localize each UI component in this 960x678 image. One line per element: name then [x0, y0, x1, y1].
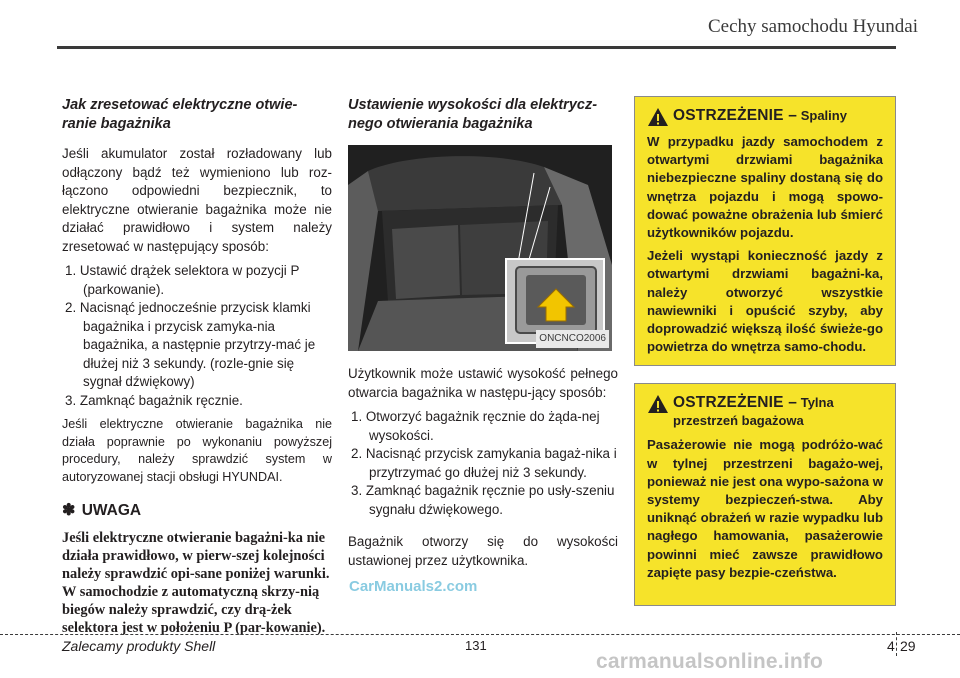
warning-box-exhaust	[634, 96, 896, 366]
footer-sheet-number: 131	[465, 638, 487, 653]
footer-slogan: Zalecamy produkty Shell	[62, 638, 216, 654]
height-step-1: 1. Otworzyć bagażnik ręcznie do żąda-nej wysokości.	[351, 409, 600, 443]
reset-section-title: Jak zresetować elektryczne otwie- ranie bagażnika	[62, 97, 298, 132]
image-code: ONCNCO2006	[536, 330, 609, 349]
height-section-title: Ustawienie wysokości dla elektrycz- nego otwierania bagażnika	[348, 97, 598, 132]
note-star-icon: ✽	[62, 502, 76, 519]
warning-box-cargo	[634, 383, 896, 606]
reset-step-2: 2. Nacisnąć jednocześnie przycisk klamki bagażnika i przycisk zamyka-nia bagażnika, a następnie przytrzy-mać je dłużej niż 3 sekundy. (rozle-gnie się sygnał dźwiękowy)	[65, 300, 316, 389]
note-paragraph-2: W samochodzie z automatyczną skrzy-nią biegów należy sprawdzić, czy drą-żek selektora jest w położeniu P (par-kowanie).	[62, 583, 326, 636]
reset-outro: Jeśli elektryczne otwieranie bagażnika nie działa poprawnie po wykonaniu powyższej procedury, należy sprawdzić system w autoryzowanej stacji obsługi HYUNDAI.	[62, 417, 332, 484]
note-paragraph-1: Jeśli elektryczne otwieranie bagażni-ka nie działa prawidłowo, w pierw-szej kolejności należy sprawdzić opi-sane poniżej warunki.	[62, 529, 330, 582]
warning-title-exhaust	[647, 107, 883, 127]
warning-triangle-icon	[647, 394, 669, 414]
note-title: UWAGA	[81, 502, 142, 519]
header-title: Cechy samochodu Hyundai	[707, 16, 918, 37]
watermark-site[interactable]: carmanualsonline.info	[596, 650, 824, 673]
tailgate-photo	[348, 145, 612, 351]
left-column	[62, 96, 332, 637]
middle-column	[348, 96, 618, 576]
warning-subtitle: Tylna przestrzeń bagażowa	[673, 395, 834, 429]
reset-step-1: 1. Ustawić drążek selektora w pozycji P (parkowanie).	[65, 263, 300, 297]
height-steps	[348, 408, 618, 519]
height-step-2: 2. Nacisnąć przycisk zamykania bagaż-nika i przytrzymać go dłużej niż 3 sekundy.	[351, 446, 617, 480]
height-outro: Bagażnik otworzy się do wysokości ustawionej przez użytkownika.	[348, 534, 618, 568]
reset-step-3: 3. Zamknąć bagażnik ręcznie.	[65, 392, 243, 408]
header-rule	[57, 46, 896, 49]
warning-exhaust-p1: W przypadku jazdy samochodem z otwartymi drzwiami bagażnika niebezpieczne spaliny dostaną się do wnętrza pojazdu i mogą spowo-dować poważne obrażenia lub śmierć użytkowników pojazdu.	[647, 134, 883, 241]
warning-subtitle: Spaliny	[800, 108, 847, 123]
footer-divider	[896, 632, 897, 656]
reset-intro: Jeśli akumulator został rozładowany lub odłączony bądź też wymieniono lub roz-łączono odpowiedni bezpiecznik, to elektryczne otwieranie bagażnika może nie działać prawidłowo i system należy zresetować w następujący sposób:	[62, 146, 332, 254]
footer-page-number: 29	[900, 638, 916, 654]
warning-exhaust-p2: Jeżeli wystąpi konieczność jazdy z otwartymi drzwiami bagażni-ka, należy otworzyć wszystkie nawiewniki i opuścić szyby, aby doprowadzić większą ilość świeże-go powietrza do wnętrza samo-chodu.	[647, 248, 883, 355]
height-step-3: 3. Zamknąć bagażnik ręcznie po usły-szeniu sygnału dźwiękowego.	[351, 483, 615, 517]
note-heading	[62, 502, 332, 521]
warning-triangle-icon	[647, 107, 669, 127]
watermark-carmanuals: CarManuals2.com	[349, 578, 478, 595]
height-intro: Użytkownik może ustawić wysokość pełnego otwarcia bagażnika w następu-jący sposób:	[348, 366, 618, 400]
warning-title-cargo	[647, 394, 883, 430]
warning-title-text: OSTRZEŻENIE –	[673, 394, 798, 411]
tailgate-illustration	[348, 145, 612, 351]
warning-title-text: OSTRZEŻENIE –	[673, 107, 798, 124]
reset-steps	[62, 262, 332, 410]
footer-section-number: 4	[887, 638, 895, 654]
warning-cargo-p1: Pasażerowie nie mogą podróżo-wać w tylnej przestrzeni bagażo-wej, ponieważ nie jest ona wypo-sażona w systemy bezpieczeń-stwa. Aby uniknąć obrażeń w razie wypadku lub nagłego hamowania, pasażerowie powinni mieć zawsze prawidłowo zapięte pasy bezpie-czeństwa.	[647, 437, 883, 580]
footer-rule	[0, 634, 960, 635]
